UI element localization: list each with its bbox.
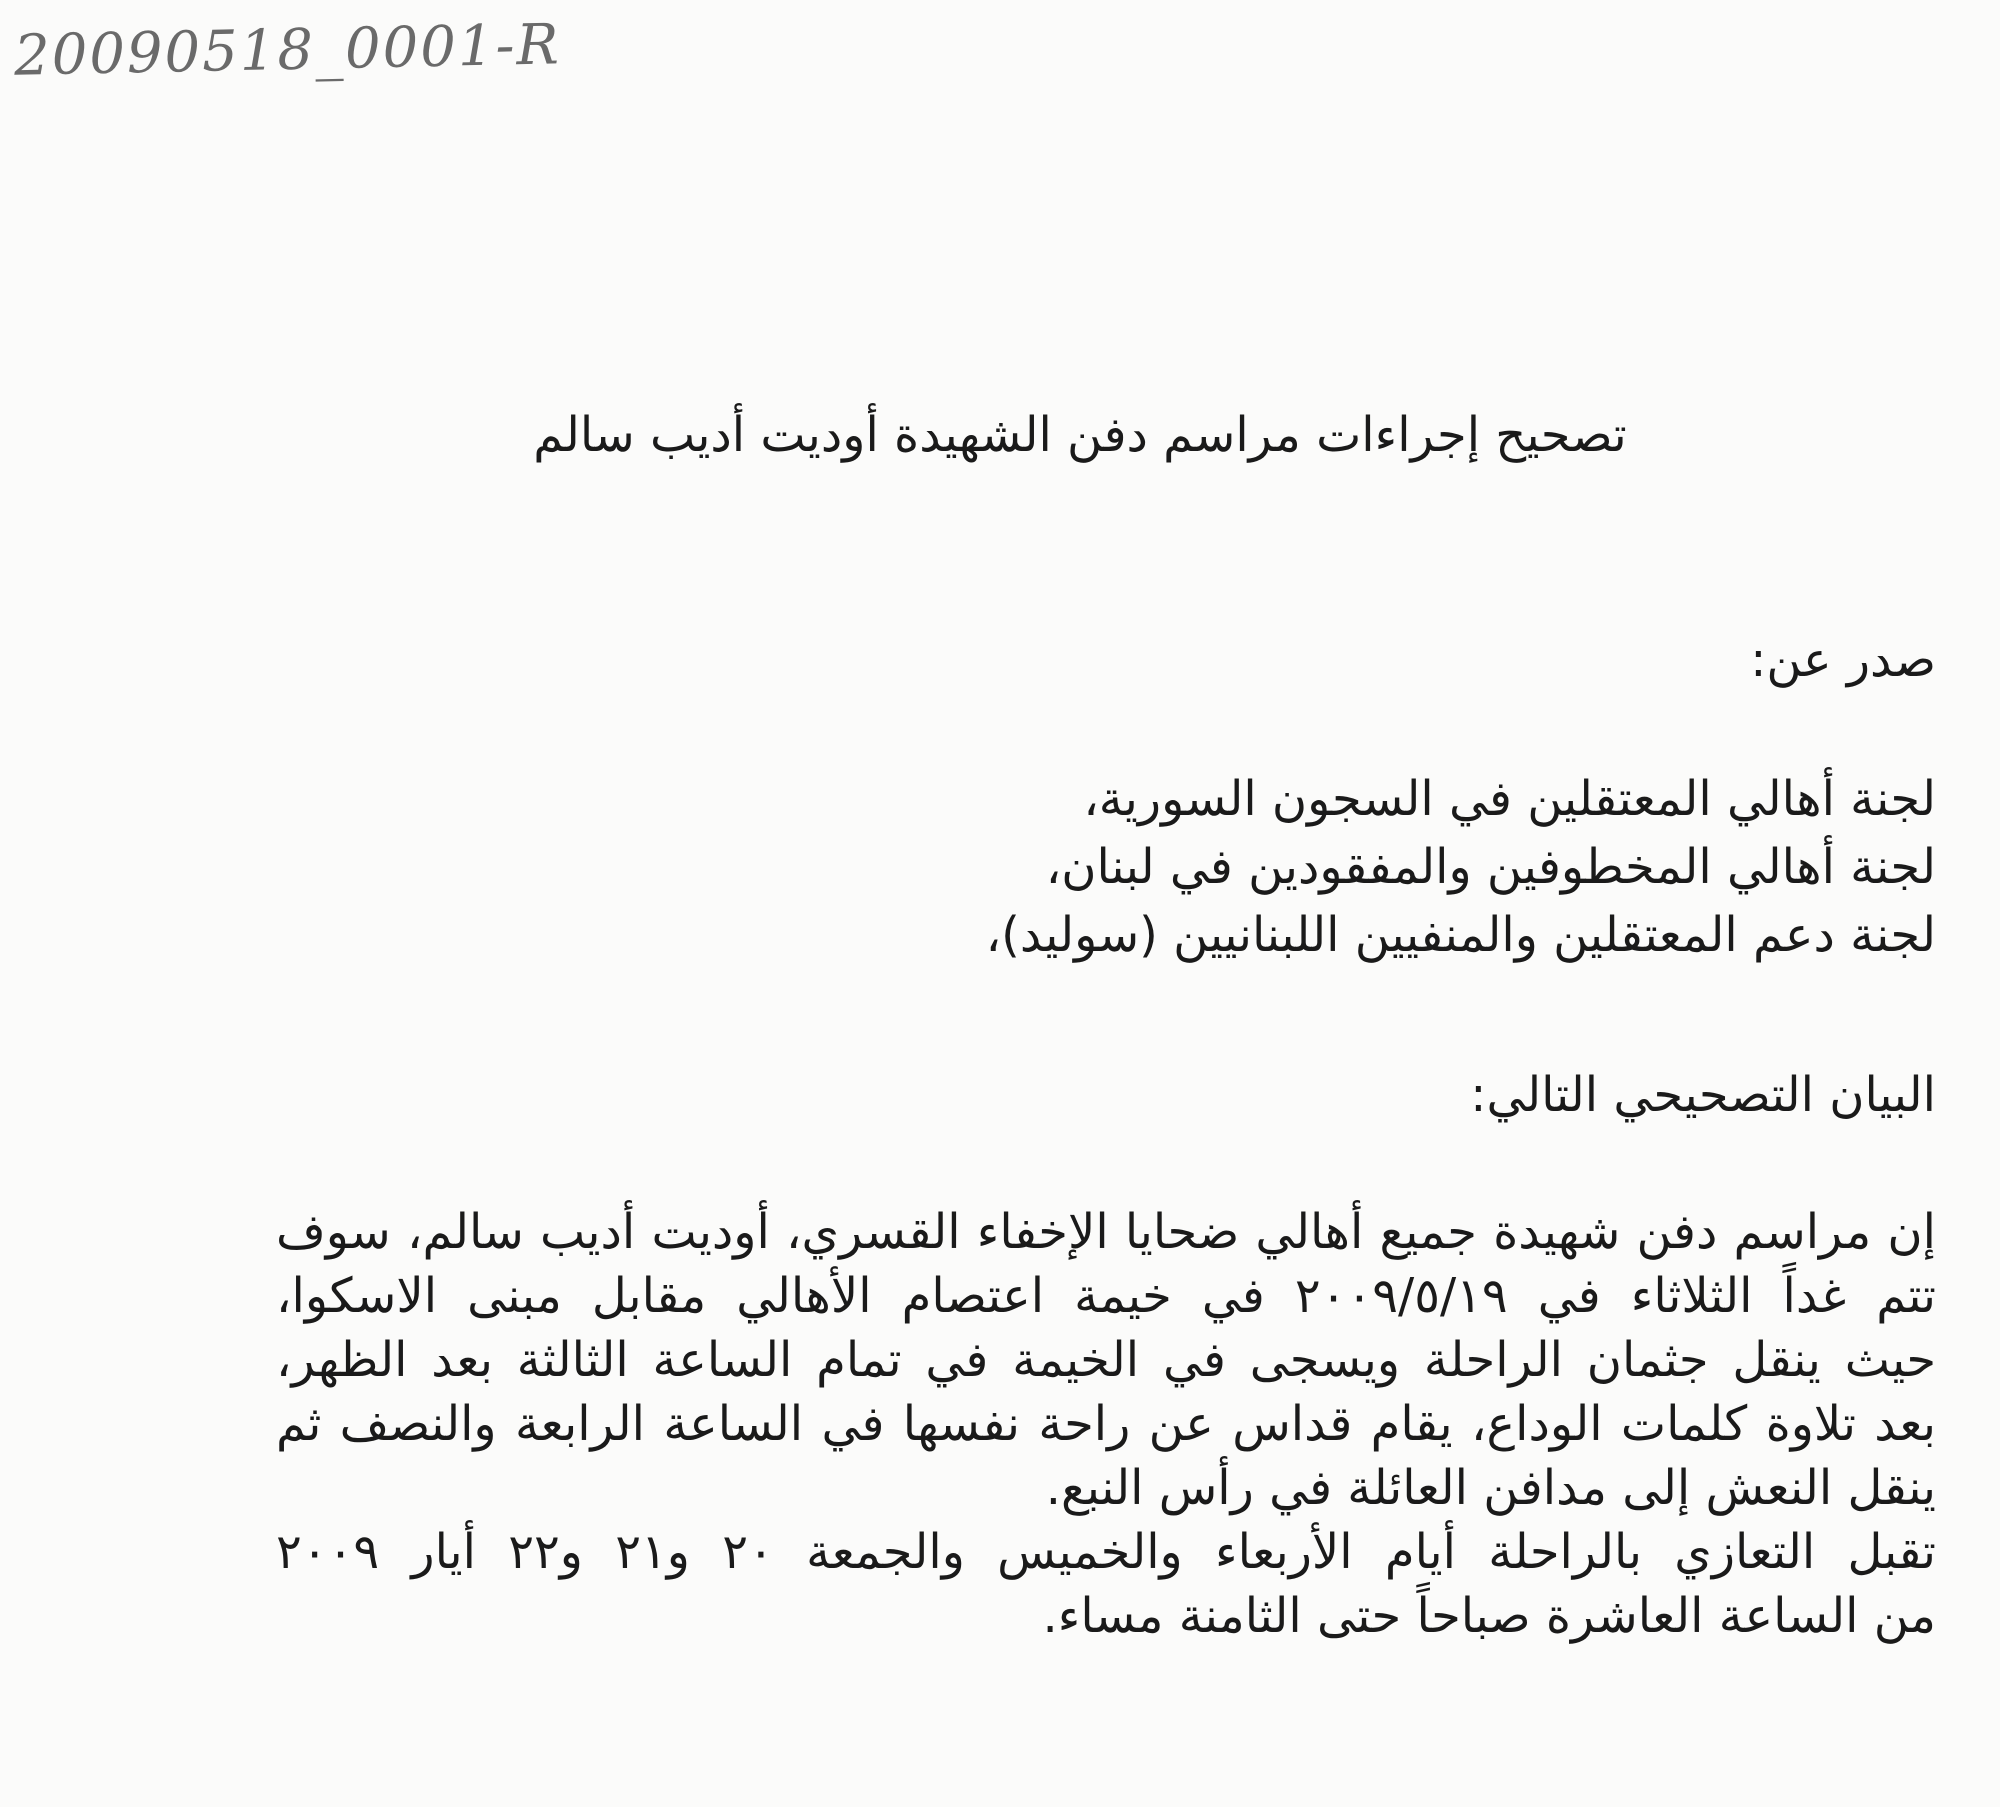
body-line: ينقل النعش إلى مدافن العائلة في رأس النبع. xyxy=(1045,1460,1936,1516)
body-line: تقبل التعازي بالراحلة أيام الأربعاء والخميس والجمعة ٢٠ و٢١ و٢٢ أيار ٢٠٠٩ xyxy=(276,1524,1936,1580)
committees-list xyxy=(986,765,1936,969)
body-line: حيث ينقل جثمان الراحلة ويسجى في الخيمة في تمام الساعة الثالثة بعد الظهر، xyxy=(276,1332,1936,1388)
body-line: بعد تلاوة كلمات الوداع، يقام قداس عن راحة نفسها في الساعة الرابعة والنصف ثم xyxy=(276,1396,1936,1452)
committee-line: لجنة أهالي المعتقلين في السجون السورية، xyxy=(1083,771,1936,827)
issued-by-label: صدر عن: xyxy=(1750,632,1936,688)
body-line: من الساعة العاشرة صباحاً حتى الثامنة مساء. xyxy=(1042,1588,1936,1644)
statement-label: البيان التصحيحي التالي: xyxy=(1470,1067,1936,1123)
statement-body xyxy=(276,1200,1936,1648)
committee-line: لجنة أهالي المخطوفين والمفقودين في لبنان، xyxy=(1045,839,1936,895)
handwritten-reference-code: 20090518_0001-R xyxy=(13,12,562,89)
body-line: تتم غداً الثلاثاء في ٢٠٠٩/٥/١٩ في خيمة اعتصام الأهالي مقابل مبنى الاسكوا، xyxy=(276,1268,1937,1324)
document-title: تصحيح إجراءات مراسم دفن الشهيدة أوديت أديب سالم xyxy=(533,407,1627,463)
committee-line: لجنة دعم المعتقلين والمنفيين اللبنانيين (سوليد)، xyxy=(985,907,1936,963)
body-line: إن مراسم دفن شهيدة جميع أهالي ضحايا الإخفاء القسري، أوديت أديب سالم، سوف xyxy=(276,1204,1936,1260)
